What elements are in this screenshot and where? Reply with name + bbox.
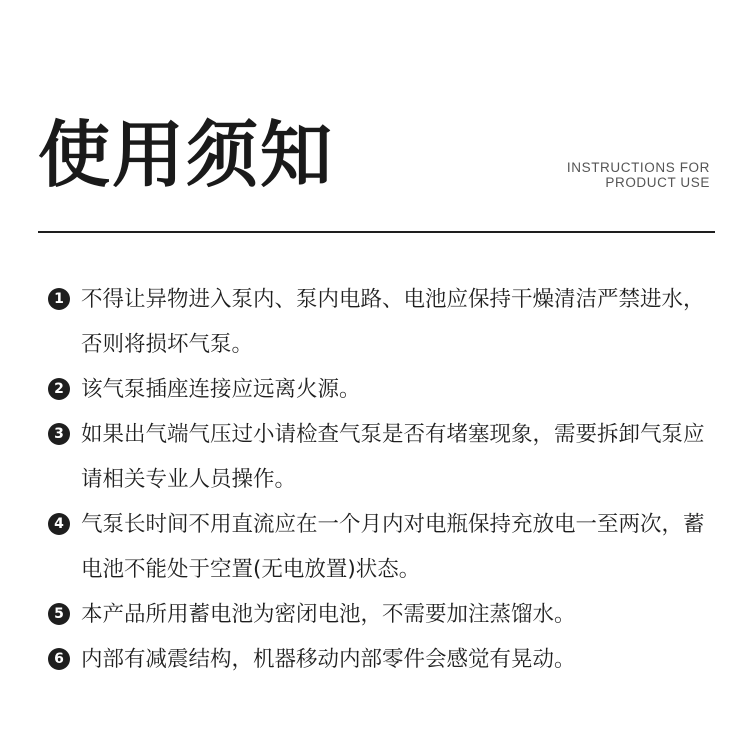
list-item-text: 气泵长时间不用直流应在一个月内对电瓶保持充放电一至两次，蓄电池不能处于空置(无电放置)状态。	[81, 512, 705, 582]
list-item	[48, 637, 718, 682]
list-item-text: 该气泵插座连接应远离火源。	[81, 377, 361, 402]
number-badge-4: 4	[48, 513, 70, 535]
list-item	[48, 277, 718, 367]
instruction-list	[48, 277, 718, 682]
number-badge-1: 1	[48, 288, 70, 310]
list-item-text: 本产品所用蓄电池为密闭电池，不需要加注蒸馏水。	[81, 602, 576, 627]
page-subtitle	[567, 160, 710, 190]
number-badge-2: 2	[48, 378, 70, 400]
list-item-text: 如果出气端气压过小请检查气泵是否有堵塞现象，需要拆卸气泵应请相关专业人员操作。	[81, 422, 705, 492]
list-item	[48, 592, 718, 637]
page-title: 使用须知	[38, 113, 335, 197]
subtitle-line-1: INSTRUCTIONS FOR	[566, 160, 710, 175]
number-badge-5: 5	[48, 603, 70, 625]
list-item	[48, 412, 718, 502]
number-badge-6: 6	[48, 648, 70, 670]
list-item-text: 内部有减震结构，机器移动内部零件会感觉有晃动。	[81, 647, 576, 672]
list-item-text: 不得让异物进入泵内、泵内电路、电池应保持干燥清洁严禁进水，否则将损坏气泵。	[81, 287, 705, 357]
number-badge-3: 3	[48, 423, 70, 445]
list-item	[48, 502, 718, 592]
subtitle-line-2: PRODUCT USE	[605, 175, 710, 190]
divider	[38, 231, 715, 233]
list-item	[48, 367, 718, 412]
